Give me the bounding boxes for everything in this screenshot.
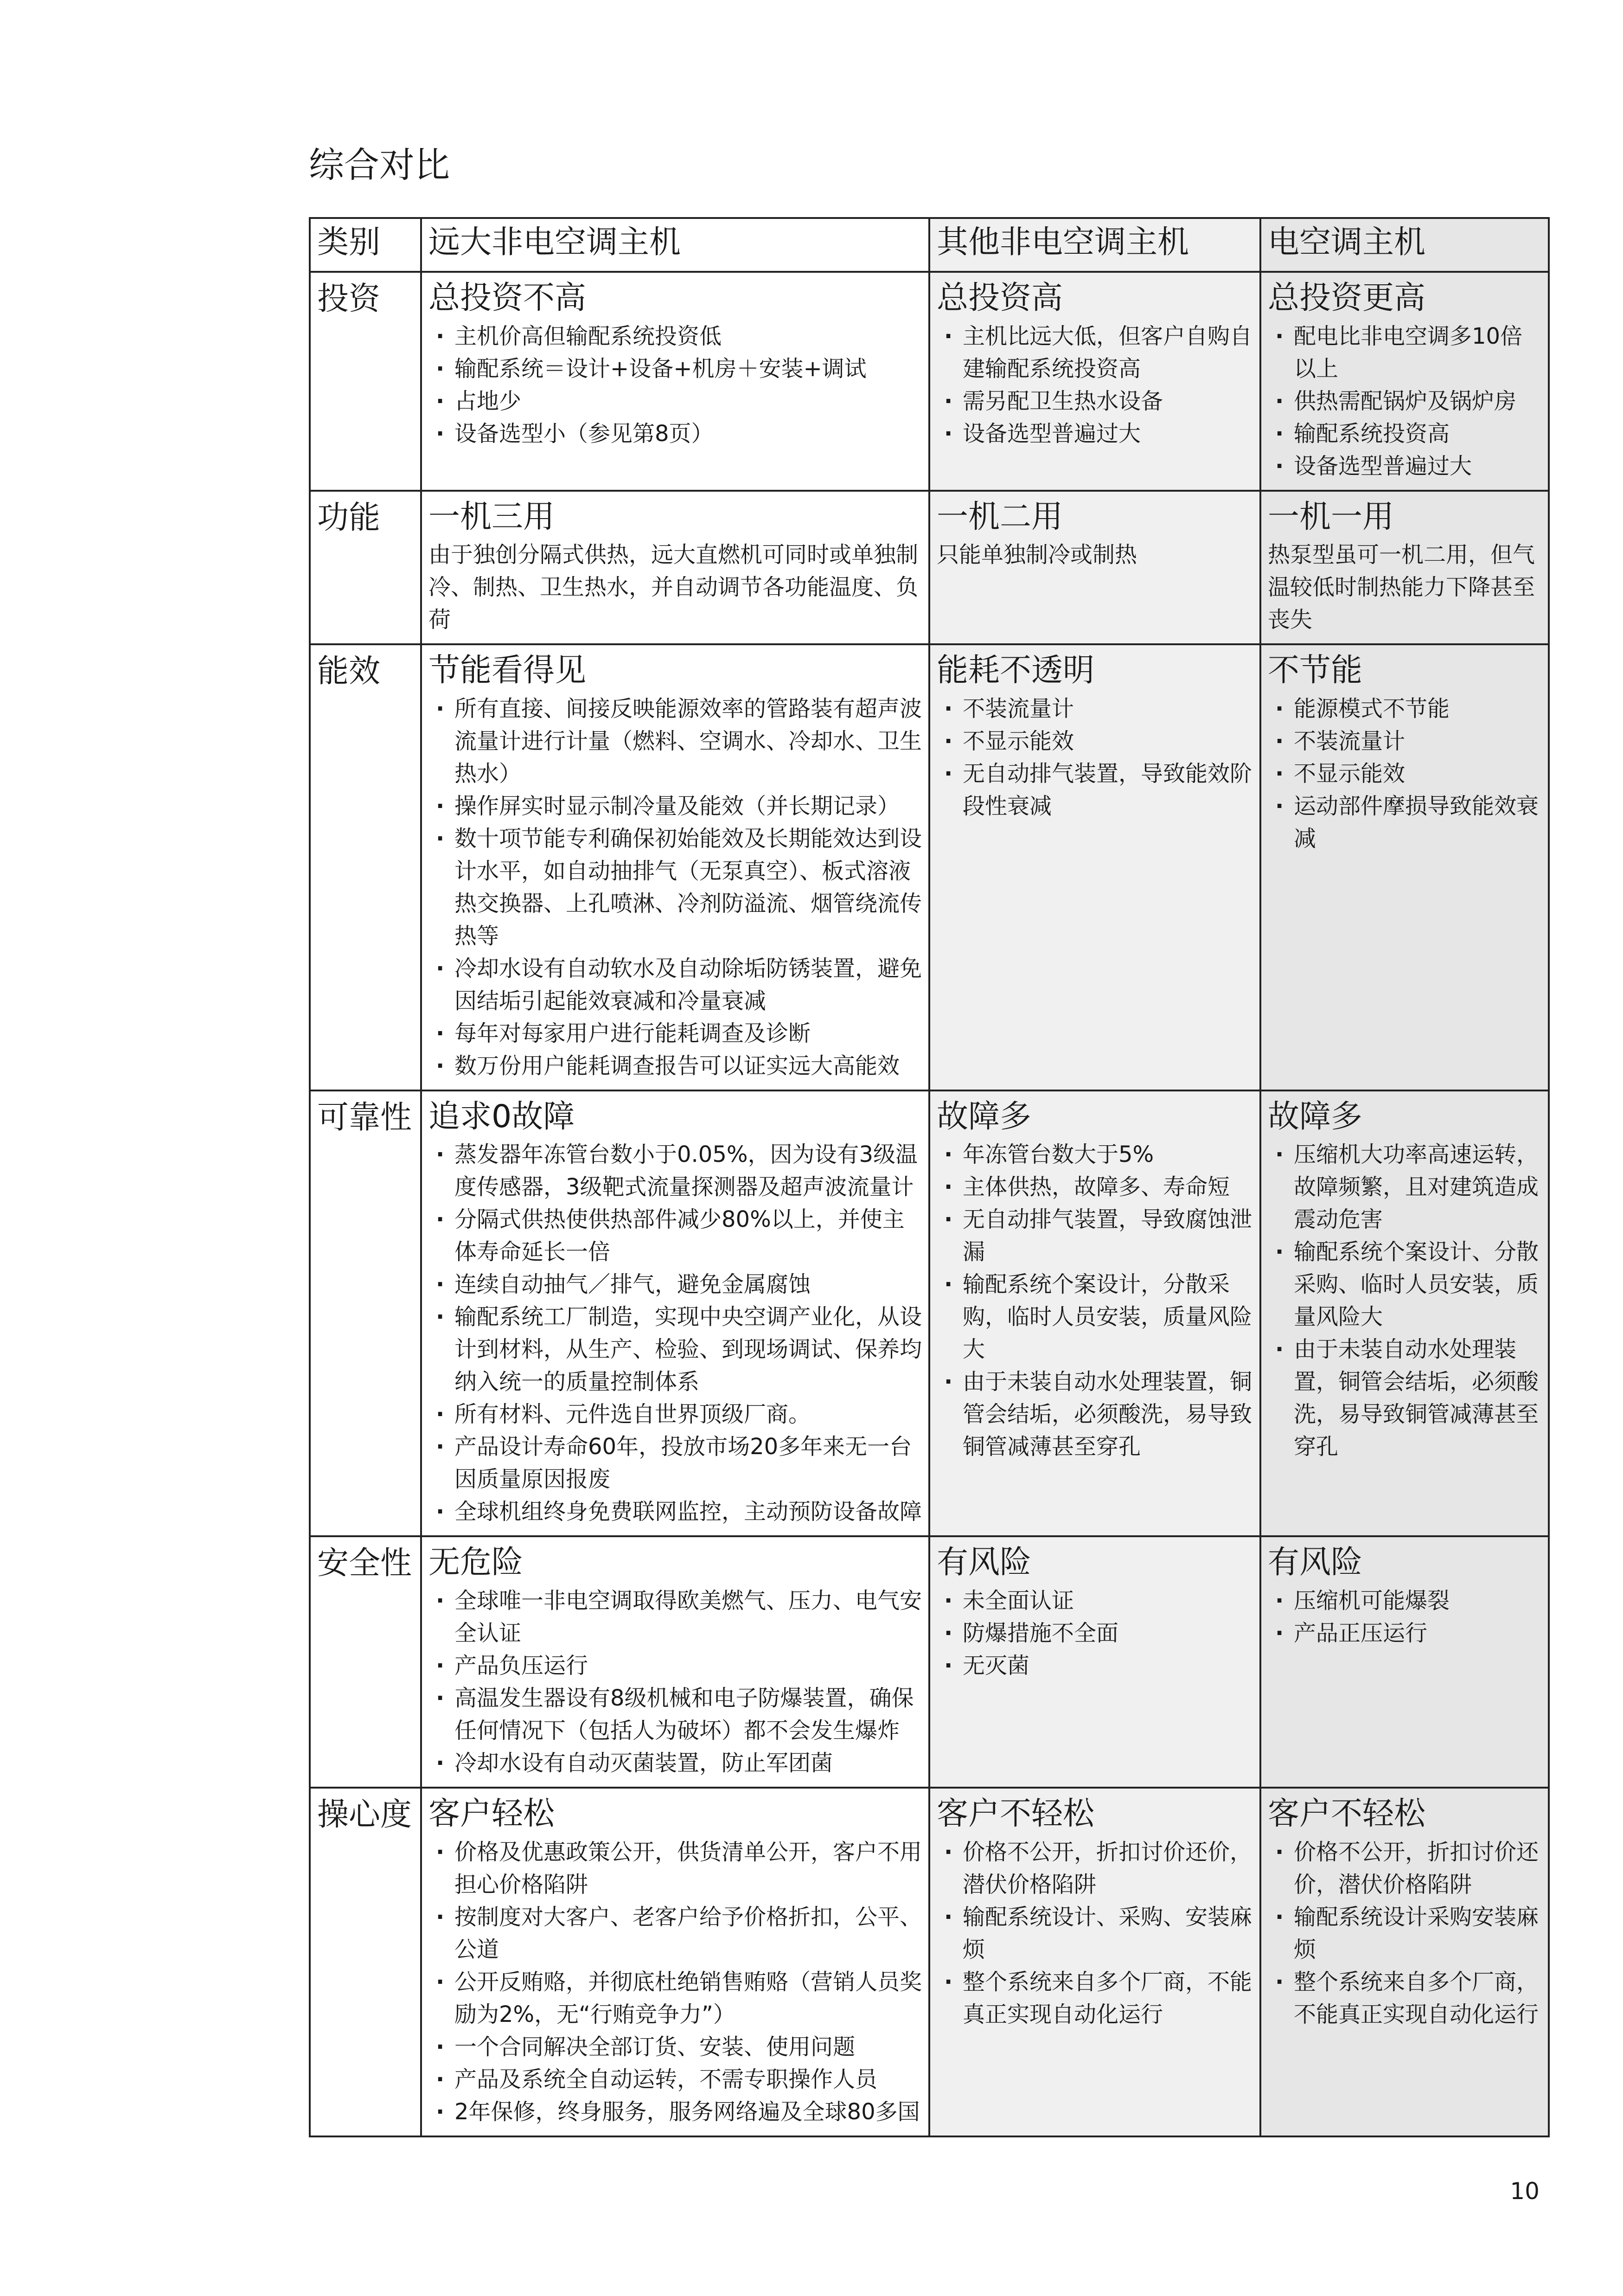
list-item: · 不装流量计 <box>937 693 1255 725</box>
list-item: · 价格及优惠政策公开，供货清单公开，客户不用担心价格陷阱 <box>428 1836 924 1901</box>
cell-title: 一机三用 <box>428 498 555 535</box>
cell-other-nonelectric <box>929 1788 1260 2136</box>
cell-bullet-list <box>1268 320 1543 482</box>
cell-text: 热泵型虽可一机二用，但气温较低时制热能力下降甚至丧失 <box>1268 542 1535 633</box>
table-row <box>310 491 1549 645</box>
cell-electric <box>1260 272 1549 491</box>
list-item: · 无自动排气装置，导致腐蚀泄漏 <box>937 1203 1255 1268</box>
cell-bullet-list <box>937 693 1255 822</box>
list-item: · 输配系统＝设计+设备+机房＋安装+调试 <box>428 353 924 385</box>
list-item: · 产品负压运行 <box>428 1649 924 1682</box>
cell-title: 能耗不透明 <box>937 652 1095 689</box>
cell-title: 故障多 <box>1268 1098 1363 1135</box>
list-item: · 输配系统设计采购安装麻烦 <box>1268 1901 1543 1966</box>
list-item: · 冷却水设有自动软水及自动除垢防锈装置，避免因结垢引起能效衰减和冷量衰减 <box>428 952 924 1017</box>
list-item: · 所有直接、间接反映能源效率的管路装有超声波流量计进行计量（燃料、空调水、冷却水、卫生热水） <box>428 693 924 790</box>
list-item: · 一个合同解决全部订货、安装、使用问题 <box>428 2031 924 2063</box>
cell-text: 由于独创分隔式供热，远大直燃机可同时或单独制冷、制热、卫生热水，并自动调节各功能温度、负荷 <box>428 542 919 633</box>
row-category: 功能 <box>310 491 421 645</box>
list-item: · 全球机组终身免费联网监控，主动预防设备故障 <box>428 1495 924 1528</box>
table-row <box>310 272 1549 491</box>
cell-bullet-list <box>1268 693 1543 855</box>
list-item: · 输配系统个案设计，分散采购，临时人员安装，质量风险大 <box>937 1268 1255 1366</box>
list-item: · 主机价高但输配系统投资低 <box>428 320 924 353</box>
row-category: 可靠性 <box>310 1090 421 1537</box>
cell-title: 客户不轻松 <box>937 1795 1095 1832</box>
list-item: · 产品设计寿命60年，投放市场20多年来无一台因质量原因报废 <box>428 1430 924 1495</box>
table-row <box>310 644 1549 1090</box>
cell-bullet-list <box>428 693 924 1082</box>
cell-bullet-list <box>428 1138 924 1528</box>
list-item: · 输配系统设计、采购、安装麻烦 <box>937 1901 1255 1966</box>
list-item: · 按制度对大客户、老客户给予价格折扣，公平、公道 <box>428 1901 924 1966</box>
list-item: · 无自动排气装置，导致能效阶段性衰减 <box>937 757 1255 822</box>
comparison-table <box>309 217 1550 2137</box>
header-yuanda: 远大非电空调主机 <box>421 218 929 272</box>
list-item: · 不装流量计 <box>1268 725 1543 757</box>
list-item: · 需另配卫生热水设备 <box>937 385 1255 417</box>
cell-title: 不节能 <box>1268 652 1363 689</box>
cell-title: 客户不轻松 <box>1268 1795 1426 1832</box>
header-category: 类别 <box>310 218 421 272</box>
list-item: · 压缩机大功率高速运转，故障频繁，且对建筑造成震动危害 <box>1268 1138 1543 1236</box>
list-item: · 高温发生器设有8级机械和电子防爆装置，确保任何情况下（包括人为破坏）都不会发生爆炸 <box>428 1682 924 1747</box>
list-item: · 每年对每家用户进行能耗调查及诊断 <box>428 1017 924 1050</box>
table-body <box>310 272 1549 2136</box>
list-item: · 产品及系统全自动运转，不需专职操作人员 <box>428 2063 924 2096</box>
list-item: · 价格不公开，折扣讨价还价，潜伏价格陷阱 <box>1268 1836 1543 1901</box>
cell-title: 总投资更高 <box>1268 280 1426 316</box>
cell-title: 一机一用 <box>1268 498 1394 535</box>
list-item: · 主机比远大低，但客户自购自建输配系统投资高 <box>937 320 1255 385</box>
list-item: · 数十项节能专利确保初始能效及长期能效达到设计水平，如自动抽排气（无泵真空）、板式溶液热交换器、上孔喷淋、冷剂防溢流、烟管绕流传热等 <box>428 822 924 952</box>
cell-bullet-list <box>1268 1138 1543 1463</box>
list-item: · 输配系统投资高 <box>1268 417 1543 450</box>
table-row <box>310 1536 1549 1788</box>
cell-electric <box>1260 1788 1549 2136</box>
list-item: · 整个系统来自多个厂商，不能真正实现自动化运行 <box>1268 1966 1543 2031</box>
list-item: · 蒸发器年冻管台数小于0.05%，因为设有3级温度传感器，3级靶式流量探测器及超声波流量计 <box>428 1138 924 1203</box>
list-item: · 所有材料、元件选自世界顶级厂商。 <box>428 1398 924 1430</box>
cell-title: 无危险 <box>428 1544 524 1581</box>
list-item: · 冷却水设有自动灭菌装置，防止军团菌 <box>428 1747 924 1779</box>
cell-title: 总投资不高 <box>428 280 587 316</box>
header-other-nonelectric: 其他非电空调主机 <box>929 218 1260 272</box>
table-header-row <box>310 218 1549 272</box>
cell-bullet-list <box>937 320 1255 450</box>
cell-text: 只能单独制冷或制热 <box>937 542 1137 568</box>
cell-bullet-list <box>1268 1836 1543 2031</box>
list-item: · 由于未装自动水处理装置，铜管会结垢，必须酸洗，易导致铜管减薄甚至穿孔 <box>937 1366 1255 1463</box>
list-item: · 运动部件摩损导致能效衰减 <box>1268 790 1543 855</box>
cell-title: 追求0故障 <box>428 1098 575 1135</box>
page-title: 综合对比 <box>309 144 450 186</box>
list-item: · 设备选型小（参见第8页） <box>428 417 924 450</box>
cell-title: 总投资高 <box>937 280 1063 316</box>
cell-title: 节能看得见 <box>428 652 587 689</box>
list-item: · 产品正压运行 <box>1268 1617 1543 1649</box>
cell-bullet-list <box>937 1836 1255 2031</box>
list-item: · 防爆措施不全面 <box>937 1617 1255 1649</box>
cell-title: 有风险 <box>937 1544 1032 1581</box>
cell-yuanda <box>421 644 929 1090</box>
cell-title: 一机二用 <box>937 498 1063 535</box>
cell-other-nonelectric <box>929 491 1260 645</box>
cell-bullet-list <box>1268 1584 1543 1649</box>
list-item: · 未全面认证 <box>937 1584 1255 1617</box>
list-item: · 配电比非电空调多10倍以上 <box>1268 320 1543 385</box>
list-item: · 分隔式供热使供热部件减少80%以上，并使主体寿命延长一倍 <box>428 1203 924 1268</box>
list-item: · 不显示能效 <box>1268 757 1543 790</box>
list-item: · 公开反贿赂，并彻底杜绝销售贿赂（营销人员奖励为2%，无“行贿竞争力”） <box>428 1966 924 2031</box>
row-category: 安全性 <box>310 1536 421 1788</box>
cell-other-nonelectric <box>929 272 1260 491</box>
table-row <box>310 1090 1549 1537</box>
list-item: · 输配系统工厂制造，实现中央空调产业化，从设计到材料，从生产、检验、到现场调试、保养均纳入统一的质量控制体系 <box>428 1301 924 1398</box>
list-item: · 设备选型普遍过大 <box>937 417 1255 450</box>
cell-bullet-list <box>428 320 924 450</box>
list-item: · 连续自动抽气／排气，避免金属腐蚀 <box>428 1268 924 1301</box>
list-item: · 2年保修，终身服务，服务网络遍及全球80多国 <box>428 2096 924 2128</box>
cell-title: 有风险 <box>1268 1544 1363 1581</box>
cell-yuanda <box>421 272 929 491</box>
page-number: 10 <box>1510 2178 1540 2205</box>
cell-electric <box>1260 1090 1549 1537</box>
cell-yuanda <box>421 491 929 645</box>
cell-electric <box>1260 1536 1549 1788</box>
list-item: · 压缩机可能爆裂 <box>1268 1584 1543 1617</box>
list-item: · 能源模式不节能 <box>1268 693 1543 725</box>
cell-title: 故障多 <box>937 1098 1032 1135</box>
cell-bullet-list <box>428 1836 924 2128</box>
row-category: 操心度 <box>310 1788 421 2136</box>
list-item: · 无灭菌 <box>937 1649 1255 1682</box>
list-item: · 年冻管台数大于5% <box>937 1138 1255 1171</box>
cell-yuanda <box>421 1536 929 1788</box>
list-item: · 不显示能效 <box>937 725 1255 757</box>
list-item: · 由于未装自动水处理装置，铜管会结垢，必须酸洗，易导致铜管减薄甚至穿孔 <box>1268 1333 1543 1463</box>
header-electric: 电空调主机 <box>1260 218 1549 272</box>
cell-other-nonelectric <box>929 1090 1260 1537</box>
list-item: · 全球唯一非电空调取得欧美燃气、压力、电气安全认证 <box>428 1584 924 1649</box>
row-category: 能效 <box>310 644 421 1090</box>
list-item: · 供热需配锅炉及锅炉房 <box>1268 385 1543 417</box>
cell-bullet-list <box>937 1138 1255 1463</box>
list-item: · 价格不公开，折扣讨价还价，潜伏价格陷阱 <box>937 1836 1255 1901</box>
list-item: · 主体供热，故障多、寿命短 <box>937 1171 1255 1203</box>
cell-title: 客户轻松 <box>428 1795 555 1832</box>
cell-other-nonelectric <box>929 1536 1260 1788</box>
cell-bullet-list <box>937 1584 1255 1682</box>
cell-other-nonelectric <box>929 644 1260 1090</box>
table-row <box>310 1788 1549 2136</box>
list-item: · 设备选型普遍过大 <box>1268 450 1543 482</box>
cell-electric <box>1260 644 1549 1090</box>
list-item: · 操作屏实时显示制冷量及能效（并长期记录） <box>428 790 924 822</box>
list-item: · 整个系统来自多个厂商，不能真正实现自动化运行 <box>937 1966 1255 2031</box>
list-item: · 输配系统个案设计、分散采购、临时人员安装，质量风险大 <box>1268 1236 1543 1333</box>
list-item: · 数万份用户能耗调查报告可以证实远大高能效 <box>428 1050 924 1082</box>
cell-bullet-list <box>428 1584 924 1779</box>
cell-electric <box>1260 491 1549 645</box>
cell-yuanda <box>421 1090 929 1537</box>
list-item: · 占地少 <box>428 385 924 417</box>
row-category: 投资 <box>310 272 421 491</box>
cell-yuanda <box>421 1788 929 2136</box>
